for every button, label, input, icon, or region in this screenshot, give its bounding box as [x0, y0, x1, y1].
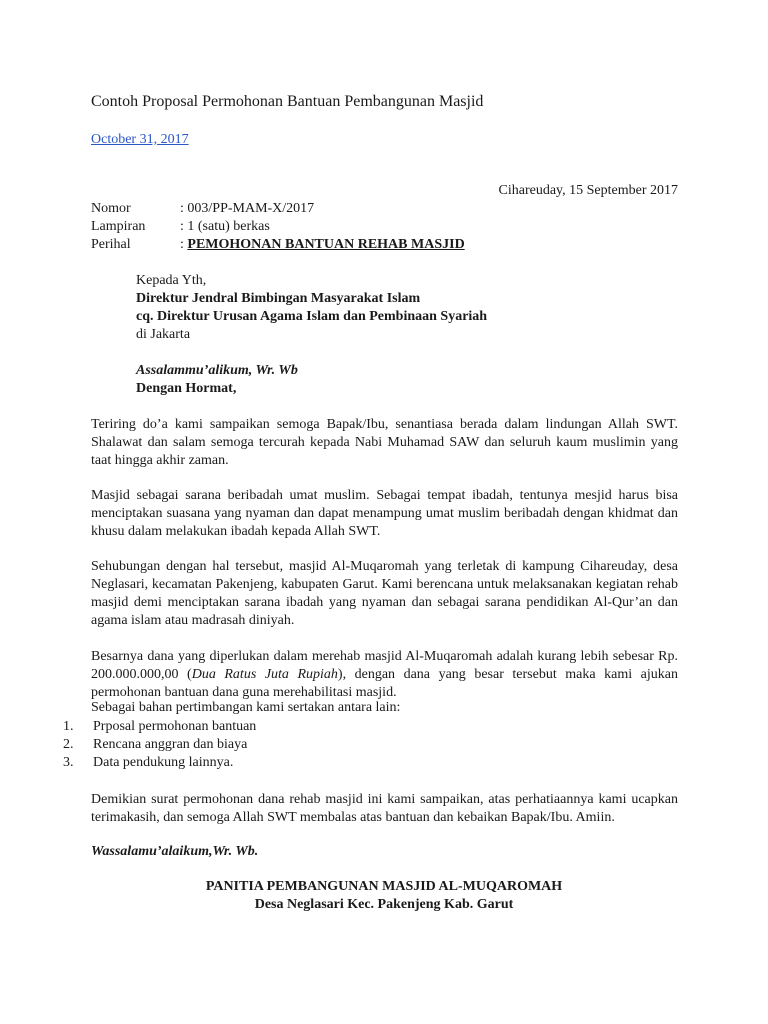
list-item	[63, 754, 256, 772]
list-text: Prposal permohonan bantuan	[93, 719, 257, 734]
funding-text-after: ), dengan dana yang besar tersebut maka kami ajukan permohonan bantuan dana guna merehabilitasi masjid.	[91, 667, 678, 700]
respect-greeting: Dengan Hormat,	[136, 381, 237, 396]
list-number: 1.	[63, 719, 74, 734]
funding-text-before: Besarnya dana yang diperlukan dalam merehab masjid Al-Muqaromah adalah kurang lebih sebesar Rp. 200.000.000,00 (	[91, 649, 678, 682]
funding-paragraph	[91, 648, 678, 702]
meta-value-perihal	[180, 237, 465, 253]
meta-value-lampiran: : 1 (satu) berkas	[180, 219, 270, 234]
amount-in-words: Dua Ratus Juta Rupiah	[191, 667, 338, 682]
paragraph-3: Sehubungan dengan hal tersebut, masjid Al-Muqaromah yang terletak di kampung Cihareuday, desa Neglasari, kecamatan Pakenjeng, kabupaten Garut. Kami berencana untuk melaksanakan kegiatan rehab masjid demi menciptakan sarana ibadah yang nyaman dan sebagai sarana pendidikan Al-Qur’an dan agama islam atau madrasah diniyah.	[91, 559, 678, 628]
committee-address: Desa Neglasari Kec. Pakenjeng Kab. Garut	[254, 897, 514, 912]
meta-prefix: :	[180, 237, 188, 252]
list-item	[63, 736, 256, 754]
paragraph-2: Masjid sebagai sarana beribadah umat muslim. Sebagai tempat ibadah, tentunya mesjid harus bisa menciptakan suasana yang nyaman dan dapat menampung umat muslim beribadah dengan khidmat dan khusu dalam melakukan ibadah kepada Allah SWT.	[91, 488, 678, 539]
committee-name: PANITIA PEMBANGUNAN MASJID AL-MUQAROMAH	[205, 879, 563, 894]
recipient-line-2: cq. Direktur Urusan Agama Islam dan Pembinaan Syariah	[136, 309, 488, 324]
recipient-line-1: Direktur Jendral Bimbingan Masyarakat Islam	[136, 291, 421, 306]
recipient-greeting: Kepada Yth,	[136, 273, 207, 288]
list-item	[63, 718, 256, 736]
meta-label-lampiran: Lampiran	[91, 219, 146, 234]
paragraph-1: Teriring do’a kami sampaikan semoga Bapak/Ibu, senantiasa berada dalam lindungan Allah SWT. Shalawat dan salam semoga tercurah kepada Nabi Muhamad SAW dan seluruh kaum muslimin yang taat hingga akhir zaman.	[91, 417, 678, 468]
subject-text: PEMOHONAN BANTUAN REHAB MASJID	[187, 237, 465, 252]
list-number: 3.	[63, 755, 74, 770]
place-date: Cihareuday, 15 September 2017	[498, 183, 678, 198]
attachment-list	[63, 718, 256, 772]
closing-salutation: Wassalamu’alaikum,Wr. Wb.	[91, 844, 259, 859]
meta-value-nomor: : 003/PP-MAM-X/2017	[180, 201, 315, 216]
meta-label-nomor: Nomor	[91, 201, 131, 216]
list-intro: Sebagai bahan pertimbangan kami sertakan antara lain:	[91, 700, 401, 715]
salutation: Assalammu’alikum, Wr. Wb	[136, 363, 298, 378]
meta-label-perihal: Perihal	[91, 237, 131, 252]
list-number: 2.	[63, 737, 74, 752]
list-text: Rencana anggran dan biaya	[93, 737, 248, 752]
closing-paragraph: Demikian surat permohonan dana rehab masjid ini kami sampaikan, atas perhatiaannya kami ucapkan terimakasih, dan semoga Allah SWT membalas atas bantuan dan kebaikan Bapak/Ibu. Amiin.	[91, 792, 678, 825]
list-text: Data pendukung lainnya.	[93, 755, 234, 770]
recipient-line-3: di Jakarta	[136, 327, 191, 342]
document-title: Contoh Proposal Permohonan Bantuan Pembangunan Masjid	[91, 93, 484, 110]
post-date-link[interactable]: October 31, 2017	[91, 132, 189, 147]
